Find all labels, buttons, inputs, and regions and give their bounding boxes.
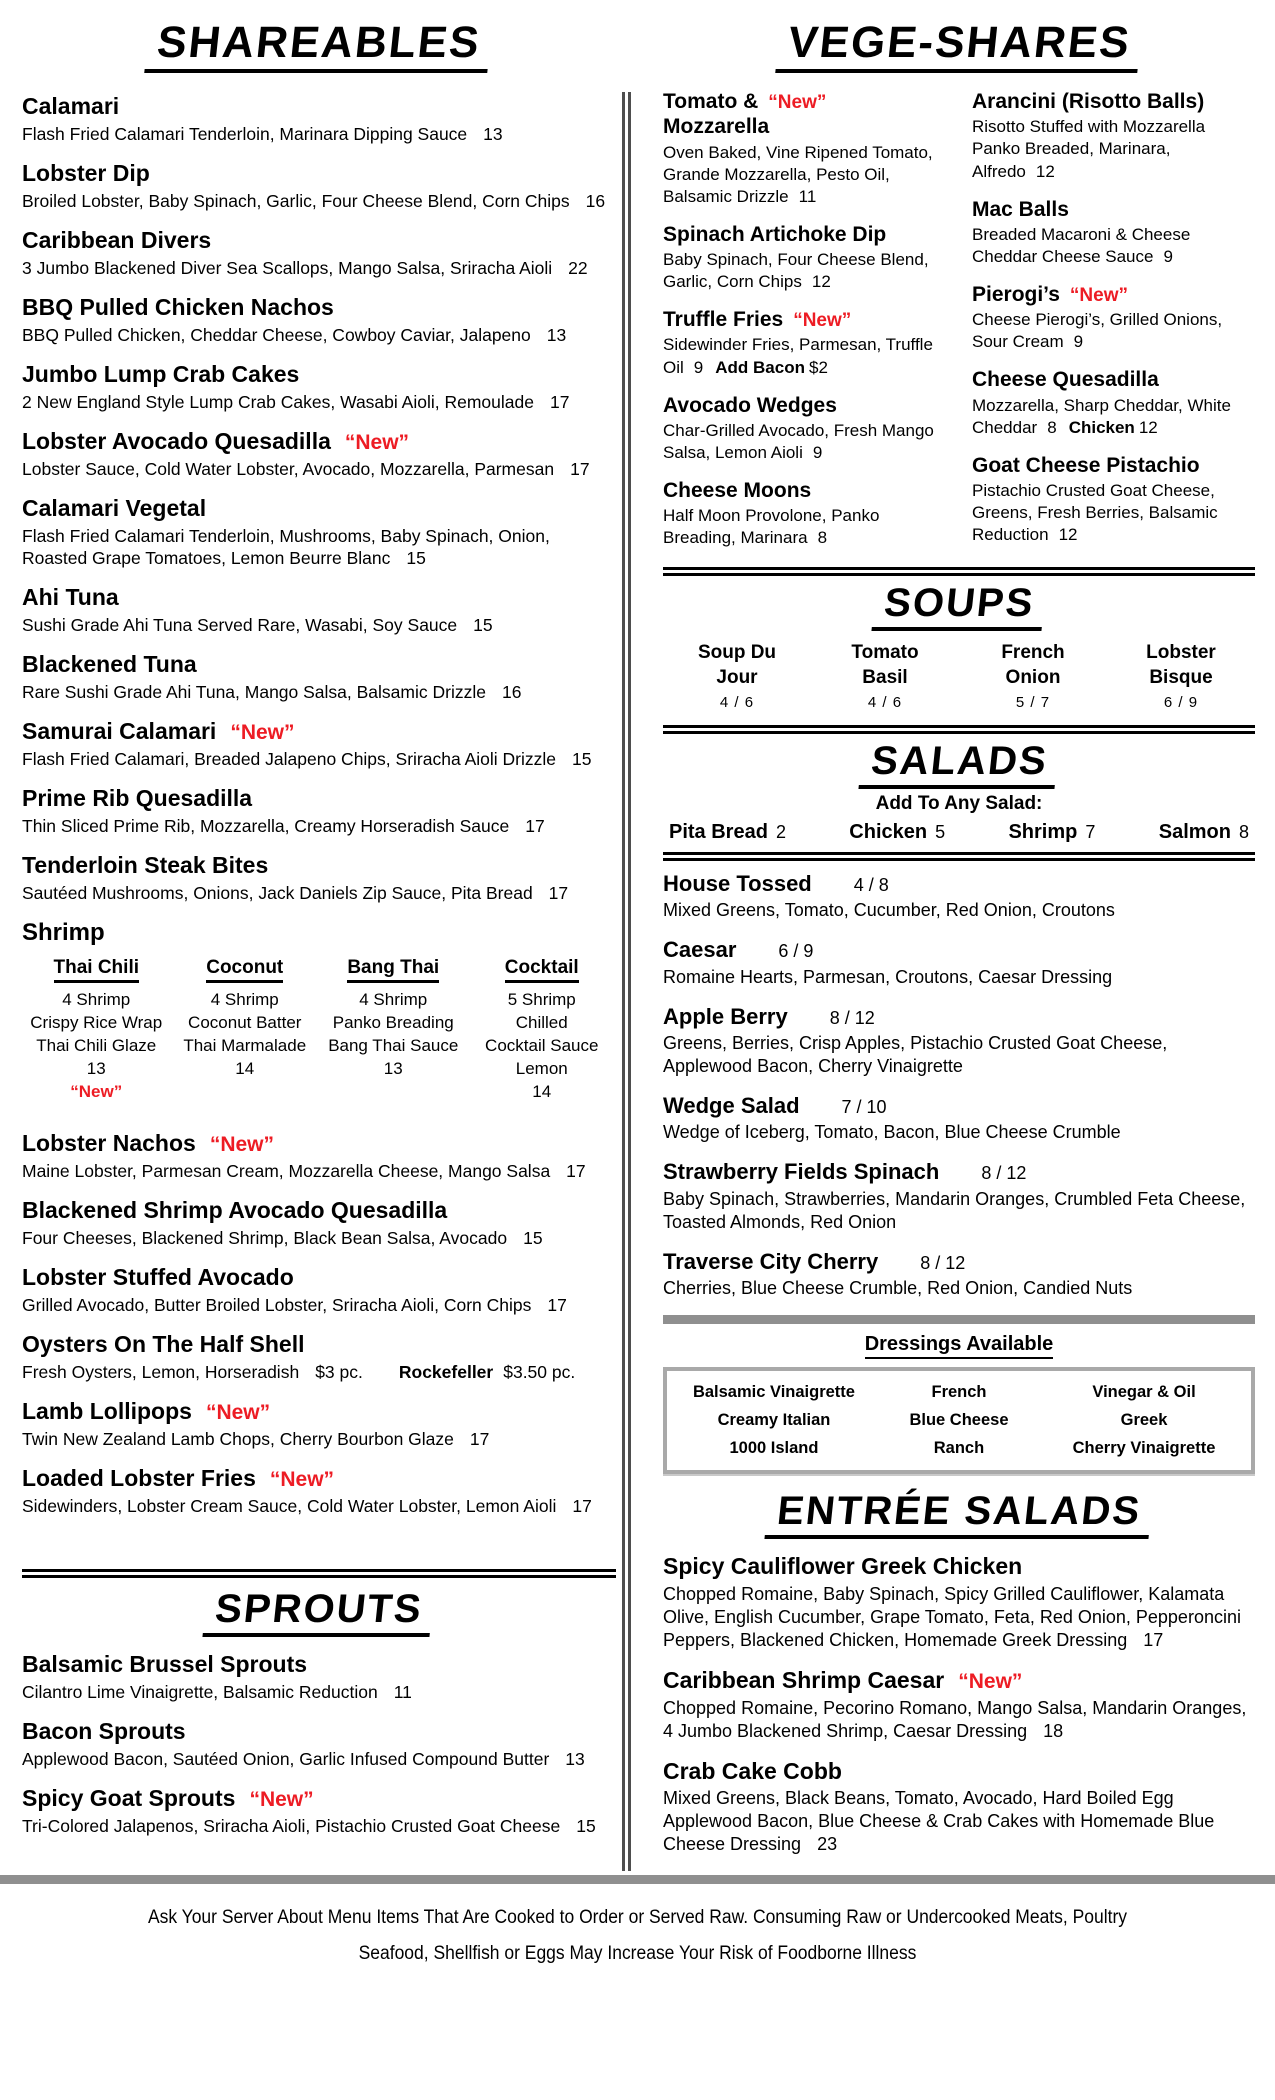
- item-description: Sushi Grade Ahi Tuna Served Rare, Wasabi, Soy Sauce 15: [22, 615, 493, 636]
- item-name: Caribbean Shrimp Caesar: [663, 1667, 945, 1693]
- vege-left-subcolumn: [663, 89, 946, 563]
- item-description: Sidewinder Fries, Parmesan, Truffle Oil 9 Add Bacon $2: [663, 335, 933, 377]
- item-description: Chopped Romaine, Baby Spinach, Spicy Grilled Cauliflower, Kalamata Olive, English Cucumber, Grape Tomato, Feta, Red Onion, Pepperoncini Peppers, Blackened Chicken, Homemade Greek Dressing 17: [663, 1583, 1241, 1650]
- soups-title: SOUPS: [871, 582, 1046, 631]
- menu-item: [663, 1667, 1255, 1743]
- menu-item: [22, 93, 616, 145]
- menu-item: [22, 1465, 616, 1517]
- item-price: 23: [817, 1834, 838, 1855]
- vege-shares-title: VEGE-SHARES: [775, 20, 1143, 73]
- left-column: [22, 14, 622, 1871]
- item-description: Wedge of Iceberg, Tomato, Bacon, Blue Cheese Crumble: [663, 1122, 1121, 1143]
- salad-addons-label: Add To Any Salad:: [875, 792, 1043, 814]
- item-description: Flash Fried Calamari Tenderloin, Marinara Dipping Sauce 13: [22, 123, 503, 144]
- item-name: BBQ Pulled Chicken Nachos: [22, 294, 334, 321]
- item-price: 17: [570, 458, 590, 479]
- item-description: Lobster Sauce, Cold Water Lobster, Avocado, Mozzarella, Parmesan 17: [22, 458, 590, 479]
- menu-item: [663, 1093, 1255, 1144]
- item-extra-label: Chicken: [1068, 417, 1135, 437]
- item-description: Sidewinders, Lobster Cream Sauce, Cold Water Lobster, Lemon Aioli 17: [22, 1495, 592, 1516]
- item-description: Flash Fried Calamari, Breaded Jalapeno Chips, Sriracha Aioli Drizzle 15: [22, 749, 592, 770]
- item-price: 8 / 12: [829, 1007, 875, 1028]
- salads-title: SALADS: [858, 740, 1060, 789]
- soup-column: Tomato Basil 4 / 6: [811, 641, 959, 710]
- menu-item: [663, 307, 946, 378]
- dressing-option: Creamy Italian: [717, 1411, 831, 1430]
- entree-salads-title: ENTRÉE SALADS: [765, 1490, 1154, 1539]
- item-description: Applewood Bacon, Sautéed Onion, Garlic Infused Compound Butter 13: [22, 1748, 585, 1769]
- salad-addon: Pita Bread 2: [669, 820, 786, 843]
- item-description: Greens, Berries, Crisp Apples, Pistachio Crusted Goat Cheese, Applewood Bacon, Cherry Vinaigrette: [663, 1032, 1168, 1076]
- menu-item: [972, 89, 1255, 182]
- menu-item: [22, 227, 616, 279]
- menu-item: [22, 785, 616, 837]
- item-price: 17: [547, 1294, 567, 1315]
- column-divider: [622, 92, 631, 1871]
- variant-price: 14: [532, 1082, 552, 1102]
- right-column: [631, 14, 1265, 1871]
- item-price: 9: [1163, 246, 1173, 266]
- item-price: 16: [501, 682, 522, 703]
- item-price: 11: [798, 186, 817, 206]
- soup-column: Lobster Bisque 6 / 9: [1107, 641, 1255, 710]
- item-name: Pierogi’s: [972, 283, 1060, 307]
- salad-addon: Salmon 8: [1158, 820, 1249, 843]
- shrimp-subsection-title: Shrimp: [22, 919, 105, 947]
- item-name: Spicy Cauliflower Greek Chicken: [663, 1553, 1023, 1580]
- variant-title: Coconut: [206, 957, 283, 983]
- soup-price: 5 / 7: [1015, 693, 1051, 711]
- item-description: Grilled Avocado, Butter Broiled Lobster, Sriracha Aioli, Corn Chips 17: [22, 1294, 567, 1315]
- new-badge: “New”: [209, 1133, 275, 1157]
- item-name: Apple Berry: [663, 1003, 788, 1029]
- dressing-option: Blue Cheese: [909, 1411, 1009, 1430]
- item-description: Four Cheeses, Blackened Shrimp, Black Bean Salsa, Avocado 15: [22, 1227, 543, 1248]
- vege-right-subcolumn: [972, 89, 1255, 560]
- item-price: 15: [576, 1815, 596, 1836]
- section-divider: [663, 567, 1255, 576]
- item-description: Mixed Greens, Tomato, Cucumber, Red Onion, Croutons: [663, 900, 1115, 921]
- item-description: Mozzarella, Sharp Cheddar, White Cheddar 8 Chicken 12: [972, 395, 1231, 437]
- section-divider: [663, 852, 1255, 861]
- new-badge: “New”: [230, 721, 295, 745]
- item-price: 9: [812, 442, 823, 462]
- new-badge: “New”: [958, 1670, 1023, 1693]
- item-price: 6 / 9: [778, 941, 814, 962]
- item-description: Baby Spinach, Four Cheese Blend, Garlic, Corn Chips 12: [663, 250, 929, 292]
- item-name: Crab Cake Cobb: [663, 1757, 842, 1784]
- menu-item: [22, 1651, 616, 1703]
- variant-price: 14: [235, 1059, 255, 1079]
- menu-item: [663, 1159, 1255, 1233]
- item-name: Calamari: [22, 93, 120, 120]
- item-name: Blackened Tuna: [22, 651, 197, 678]
- shrimp-variant-column: Thai Chili 4 Shrimp Crispy Rice Wrap Thai Chili Glaze 13 “New”: [22, 957, 171, 1104]
- item-name: Bacon Sprouts: [22, 1717, 186, 1744]
- shrimp-variant-column: Cocktail 5 Shrimp Chilled Cocktail Sauce Lemon 14: [468, 957, 617, 1104]
- menu-item: [663, 1004, 1255, 1078]
- entree-salads-section-header: [663, 1490, 1255, 1539]
- item-description: Cheese Pierogi’s, Grilled Onions, Sour Cream 9: [972, 310, 1223, 352]
- new-badge: “New”: [768, 92, 827, 114]
- menu-item: [22, 1398, 616, 1450]
- variant-title: Thai Chili: [54, 957, 140, 983]
- salads-section-header: [663, 740, 1255, 789]
- soups-table: [663, 641, 1255, 710]
- item-name: Wedge Salad: [663, 1093, 800, 1119]
- dressing-option: Cherry Vinaigrette: [1072, 1439, 1216, 1458]
- new-badge: “New”: [70, 1082, 123, 1102]
- new-badge: “New”: [269, 1468, 335, 1491]
- item-description: Pistachio Crusted Goat Cheese, Greens, Fresh Berries, Balsamic Reduction 12: [972, 480, 1218, 545]
- item-name: Lobster Stuffed Avocado: [22, 1264, 294, 1291]
- menu-item: [663, 393, 946, 464]
- item-name: Lamb Lollipops: [22, 1398, 192, 1425]
- item-name: Tomato &: [663, 90, 759, 114]
- item-description: BBQ Pulled Chicken, Cheddar Cheese, Cowboy Caviar, Jalapeno 13: [22, 324, 567, 345]
- item-description: Baby Spinach, Strawberries, Mandarin Oranges, Crumbled Feta Cheese, Toasted Almonds, Red Onion: [663, 1188, 1246, 1232]
- menu-item: [22, 160, 616, 212]
- vege-shares-section-header: [663, 20, 1255, 73]
- item-name: Traverse City Cherry: [663, 1248, 879, 1274]
- item-price: 12: [1058, 525, 1078, 545]
- item-price: 17: [548, 883, 569, 903]
- variant-title: Cocktail: [505, 957, 579, 983]
- soup-price: 6 / 9: [1163, 693, 1199, 711]
- item-price: 16: [585, 190, 606, 211]
- item-price: 8 / 12: [920, 1252, 966, 1273]
- item-price: 8: [817, 528, 828, 548]
- item-name: Mac Balls: [972, 197, 1069, 221]
- item-name: Arancini (Risotto Balls): [972, 90, 1205, 114]
- new-badge: “New”: [205, 1401, 271, 1425]
- shareables-section-header: [22, 20, 616, 73]
- section-divider: [663, 725, 1255, 734]
- dressing-option: French: [931, 1383, 987, 1402]
- salad-addon: Shrimp 7: [1008, 820, 1096, 843]
- menu-item: [972, 367, 1255, 438]
- item-price: 4 / 8: [853, 874, 889, 895]
- menu-item: [22, 718, 616, 770]
- menu-item: [972, 453, 1255, 546]
- dressings-title: Dressings Available: [865, 1333, 1054, 1359]
- dressing-option: Balsamic Vinaigrette: [692, 1383, 855, 1402]
- disclaimer-line-2: Seafood, Shellfish or Eggs May Increase Your Risk of Foodborne Illness: [358, 1943, 917, 1965]
- item-name: Caribbean Divers: [22, 227, 212, 254]
- footer-disclaimer: [51, 1900, 1224, 1972]
- shareables-title: SHAREABLES: [145, 20, 494, 73]
- item-extra-label: Add Bacon: [715, 357, 805, 377]
- menu-item: [663, 937, 1255, 988]
- menu-item: [663, 222, 946, 293]
- shrimp-variants-table: [22, 957, 616, 1104]
- menu-item: [22, 1264, 616, 1316]
- dressing-option: Ranch: [933, 1439, 985, 1458]
- item-name: Tenderloin Steak Bites: [22, 852, 269, 879]
- soups-section-header: [663, 582, 1255, 631]
- menu-item: [22, 1785, 616, 1837]
- item-description: Flash Fried Calamari Tenderloin, Mushrooms, Baby Spinach, Onion, Roasted Grape Tomatoes, Lemon Beurre Blanc 15: [22, 525, 550, 569]
- item-name: Calamari Vegetal: [22, 495, 207, 522]
- menu-item: [663, 478, 946, 549]
- item-price: 12: [811, 272, 831, 292]
- item-name: Spicy Goat Sprouts: [22, 1784, 236, 1811]
- item-extra-label: Rockefeller: [398, 1361, 494, 1382]
- item-name: Cheese Moons: [663, 478, 812, 502]
- shrimp-variant-column: Bang Thai 4 Shrimp Panko Breading Bang Thai Sauce 13: [319, 957, 468, 1104]
- item-description: Breaded Macaroni & Cheese Cheddar Cheese Sauce 9: [972, 224, 1191, 266]
- item-description: 2 New England Style Lump Crab Cakes, Wasabi Aioli, Remoulade 17: [22, 391, 570, 412]
- menu-item: [663, 1249, 1255, 1300]
- item-price: 12: [1035, 161, 1055, 181]
- menu-item: [22, 495, 616, 569]
- item-name: Lobster Avocado Quesadilla: [22, 428, 331, 455]
- item-price: 8: [1047, 417, 1057, 437]
- variant-title: Bang Thai: [347, 957, 439, 983]
- dressing-option: Greek: [1120, 1411, 1168, 1430]
- item-price: 17: [1143, 1629, 1164, 1650]
- menu-item: [22, 1331, 616, 1383]
- sprouts-section-header: [22, 1588, 616, 1637]
- sprouts-title: SPROUTS: [203, 1588, 436, 1637]
- item-price: 13: [483, 123, 503, 144]
- item-price: 15: [406, 548, 426, 569]
- vege-shares-grid: [663, 89, 1255, 563]
- section-divider: [22, 1569, 616, 1578]
- menu-item: [22, 428, 616, 480]
- item-name: Avocado Wedges: [663, 393, 837, 417]
- item-description: Romaine Hearts, Parmesan, Croutons, Caesar Dressing: [663, 966, 1113, 987]
- dressings-top-bar: [663, 1315, 1255, 1324]
- soup-column: Soup Du Jour 4 / 6: [663, 641, 811, 710]
- item-description: Sautéed Mushrooms, Onions, Jack Daniels Zip Sauce, Pita Bread 17: [22, 883, 569, 903]
- menu-item: [22, 852, 616, 904]
- item-name: Cheese Quesadilla: [972, 368, 1159, 392]
- item-price: 17: [549, 391, 570, 412]
- menu-item: [972, 197, 1255, 268]
- menu-item: [22, 1197, 616, 1249]
- item-price: 15: [473, 615, 493, 636]
- item-name: Prime Rib Quesadilla: [22, 785, 253, 812]
- item-description: Thin Sliced Prime Rib, Mozzarella, Creamy Horseradish Sauce 17: [22, 816, 545, 837]
- item-price: 13: [565, 1748, 585, 1769]
- new-badge: “New”: [793, 310, 852, 332]
- item-name: Blackened Shrimp Avocado Quesadilla: [22, 1197, 448, 1224]
- dressing-option: 1000 Island: [729, 1439, 819, 1458]
- menu-item: [22, 651, 616, 703]
- item-name: Strawberry Fields Spinach: [663, 1159, 940, 1185]
- item-price: 15: [523, 1227, 543, 1248]
- item-description: Twin New Zealand Lamb Chops, Cherry Bourbon Glaze 17: [22, 1428, 490, 1449]
- item-name: Loaded Lobster Fries: [22, 1465, 256, 1491]
- variant-price: 13: [383, 1059, 403, 1079]
- item-description: Tri-Colored Jalapenos, Sriracha Aioli, Pistachio Crusted Goat Cheese 15: [22, 1815, 596, 1836]
- item-description: Cherries, Blue Cheese Crumble, Red Onion, Candied Nuts: [663, 1278, 1133, 1299]
- item-name: Balsamic Brussel Sprouts: [22, 1650, 308, 1677]
- item-description: Half Moon Provolone, Panko Breading, Marinara 8: [663, 506, 880, 548]
- item-price: 22: [568, 257, 588, 278]
- item-name: Lobster Dip: [22, 160, 150, 187]
- menu-item: [22, 584, 616, 636]
- footer: [0, 1875, 1275, 1972]
- item-price: 17: [566, 1160, 586, 1181]
- item-extra-price: 12: [1138, 417, 1158, 437]
- variant-price: 13: [86, 1059, 106, 1079]
- soup-price: 4 / 6: [867, 693, 903, 711]
- new-badge: “New”: [249, 1787, 314, 1811]
- new-badge: “New”: [344, 431, 410, 455]
- menu-item: [663, 871, 1255, 922]
- item-description: Chopped Romaine, Pecorino Romano, Mango Salsa, Mandarin Oranges, 4 Jumbo Blackened Shrimp, Caesar Dressing 18: [663, 1697, 1247, 1741]
- item-price: $3 pc.: [315, 1361, 363, 1382]
- item-name: Jumbo Lump Crab Cakes: [22, 361, 300, 388]
- menu-item: [663, 1553, 1255, 1652]
- menu-item: [22, 1718, 616, 1770]
- item-name: Goat Cheese Pistachio: [972, 453, 1200, 477]
- item-description: Risotto Stuffed with Mozzarella Panko Breaded, Marinara, Alfredo 12: [972, 117, 1206, 181]
- menu-item: [663, 1758, 1255, 1857]
- item-description: Rare Sushi Grade Ahi Tuna, Mango Salsa, Balsamic Drizzle 16: [22, 682, 522, 703]
- item-price: 9: [693, 357, 704, 377]
- item-price: 17: [469, 1428, 490, 1449]
- soup-price: 4 / 6: [719, 693, 755, 711]
- menu-item: [663, 89, 946, 208]
- item-name: Ahi Tuna: [22, 584, 119, 611]
- item-extra-price: $3.50 pc.: [503, 1361, 576, 1382]
- salad-addon: Chicken 5: [849, 820, 946, 843]
- menu-item: [22, 1130, 616, 1182]
- item-description: Broiled Lobster, Baby Spinach, Garlic, Four Cheese Blend, Corn Chips 16: [22, 190, 606, 211]
- shrimp-variant-column: Coconut 4 Shrimp Coconut Batter Thai Marmalade 14: [171, 957, 320, 1104]
- item-price: 18: [1043, 1720, 1064, 1741]
- item-description: Char-Grilled Avocado, Fresh Mango Salsa, Lemon Aioli 9: [663, 420, 934, 462]
- item-price: 8 / 12: [981, 1163, 1027, 1184]
- item-name: Samurai Calamari: [22, 718, 217, 745]
- item-price: 7 / 10: [841, 1097, 887, 1118]
- item-name: Caesar: [663, 937, 737, 963]
- item-price: 9: [1073, 332, 1084, 352]
- disclaimer-line-1: Ask Your Server About Menu Items That Are Cooked to Order or Served Raw. Consuming Raw or Undercooked Meats, Poultry: [147, 1907, 1128, 1929]
- dressings-box: [663, 1367, 1255, 1474]
- item-description: Mixed Greens, Black Beans, Tomato, Avocado, Hard Boiled Egg Applewood Bacon, Blue Cheese & Crab Cakes with Homemade Blue Cheese Dressing 23: [663, 1788, 1215, 1855]
- item-description: 3 Jumbo Blackened Diver Sea Scallops, Mango Salsa, Sriracha Aioli 22: [22, 257, 588, 278]
- item-price: 11: [393, 1681, 412, 1702]
- item-description: Maine Lobster, Parmesan Cream, Mozzarella Cheese, Mango Salsa 17: [22, 1160, 586, 1181]
- item-name: Oysters On The Half Shell: [22, 1331, 305, 1358]
- salad-addons-row: [663, 821, 1255, 852]
- item-price: 17: [525, 816, 545, 837]
- soup-column: French Onion 5 / 7: [959, 641, 1107, 710]
- menu-item: [22, 361, 616, 413]
- item-extra-price: $2: [808, 357, 828, 377]
- footer-divider-bar: [0, 1875, 1275, 1884]
- item-price: 17: [572, 1495, 592, 1516]
- item-name-line2: Mozzarella: [663, 115, 770, 139]
- item-name: Spinach Artichoke Dip: [663, 222, 887, 246]
- item-description: Oven Baked, Vine Ripened Tomato, Grande Mozzarella, Pesto Oil, Balsamic Drizzle 11: [663, 142, 933, 206]
- menu-item: [22, 294, 616, 346]
- item-description: Fresh Oysters, Lemon, Horseradish $3 pc. Rockefeller $3.50 pc.: [22, 1361, 576, 1382]
- item-name: Truffle Fries: [663, 308, 784, 332]
- menu-item: [972, 282, 1255, 353]
- dressing-option: Vinegar & Oil: [1092, 1383, 1196, 1402]
- item-price: 15: [571, 749, 592, 770]
- item-name: Lobster Nachos: [22, 1130, 196, 1157]
- item-description: Cilantro Lime Vinaigrette, Balsamic Reduction 11: [22, 1681, 412, 1702]
- item-price: 13: [546, 324, 567, 345]
- new-badge: “New”: [1069, 285, 1128, 307]
- item-name: House Tossed: [663, 870, 812, 896]
